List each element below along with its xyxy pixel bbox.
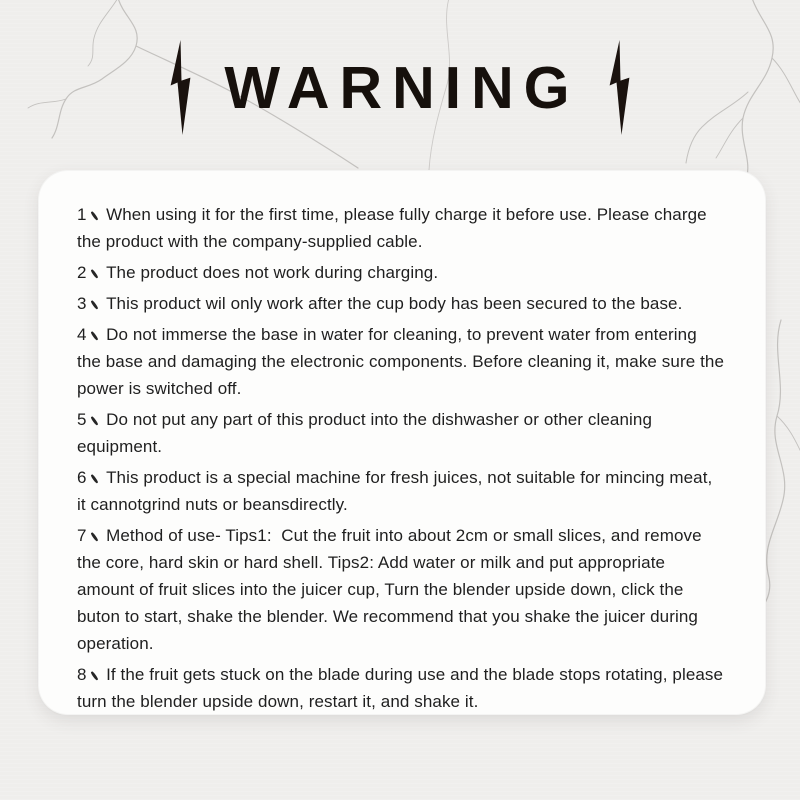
item-text: Do not put any part of this product into the dishwasher or other cleaning equipment. <box>77 410 653 456</box>
warning-item <box>77 259 725 286</box>
item-number: 5 <box>77 410 87 429</box>
warning-item <box>77 406 725 460</box>
item-number: 7 <box>77 526 87 545</box>
ideographic-comma <box>90 474 98 484</box>
ideographic-comma <box>90 532 98 542</box>
item-number: 2 <box>77 263 87 282</box>
ideographic-comma <box>90 300 98 310</box>
ideographic-comma <box>90 671 98 681</box>
item-text: This product is a special machine for fresh juices, not suitable for mincing meat, it cannotgrind nuts or beansdirectly. <box>77 468 713 514</box>
item-number: 8 <box>77 665 87 684</box>
item-text: The product does not work during charging. <box>106 263 439 282</box>
item-number: 6 <box>77 468 87 487</box>
warning-card <box>38 170 766 715</box>
item-number: 4 <box>77 325 87 344</box>
warning-item <box>77 321 725 402</box>
item-text: When using it for the first time, please fully charge it before use. Please charge the product with the company-supplied cable. <box>77 205 707 251</box>
item-number: 3 <box>77 294 87 313</box>
page-title: WARNING <box>224 54 580 121</box>
item-text: This product wil only work after the cup body has been secured to the base. <box>106 294 683 313</box>
ideographic-comma <box>90 331 98 341</box>
lightning-bolt-icon <box>606 40 633 135</box>
item-number: 1 <box>77 205 87 224</box>
marble-vein <box>777 416 800 452</box>
ideographic-comma <box>90 416 98 426</box>
warning-item <box>77 290 725 317</box>
ideographic-comma <box>90 269 98 279</box>
warning-item <box>77 464 725 518</box>
ideographic-comma <box>90 211 98 221</box>
warning-header <box>0 40 800 135</box>
warning-item <box>77 201 725 255</box>
warning-item <box>77 522 725 657</box>
item-text: Method of use- Tips1: Cut the fruit into about 2cm or small slices, and remove the core, hard skin or hard shell. Tips2: Add water or milk and put appropriate amount of fruit slices into the juicer cup, Turn the blender upside down, click the buton to start, shake the blender. We recommend that you shake the juicer during operation. <box>77 526 702 653</box>
item-text: Do not immerse the base in water for cleaning, to prevent water from entering the base and damaging the electronic components. Before cleaning it, make sure the power is switched off. <box>77 325 725 398</box>
item-text: If the fruit gets stuck on the blade during use and the blade stops rotating, please turn the blender upside down, restart it, and shake it. <box>77 665 724 711</box>
lightning-bolt-icon <box>167 40 194 135</box>
warning-item <box>77 661 725 715</box>
